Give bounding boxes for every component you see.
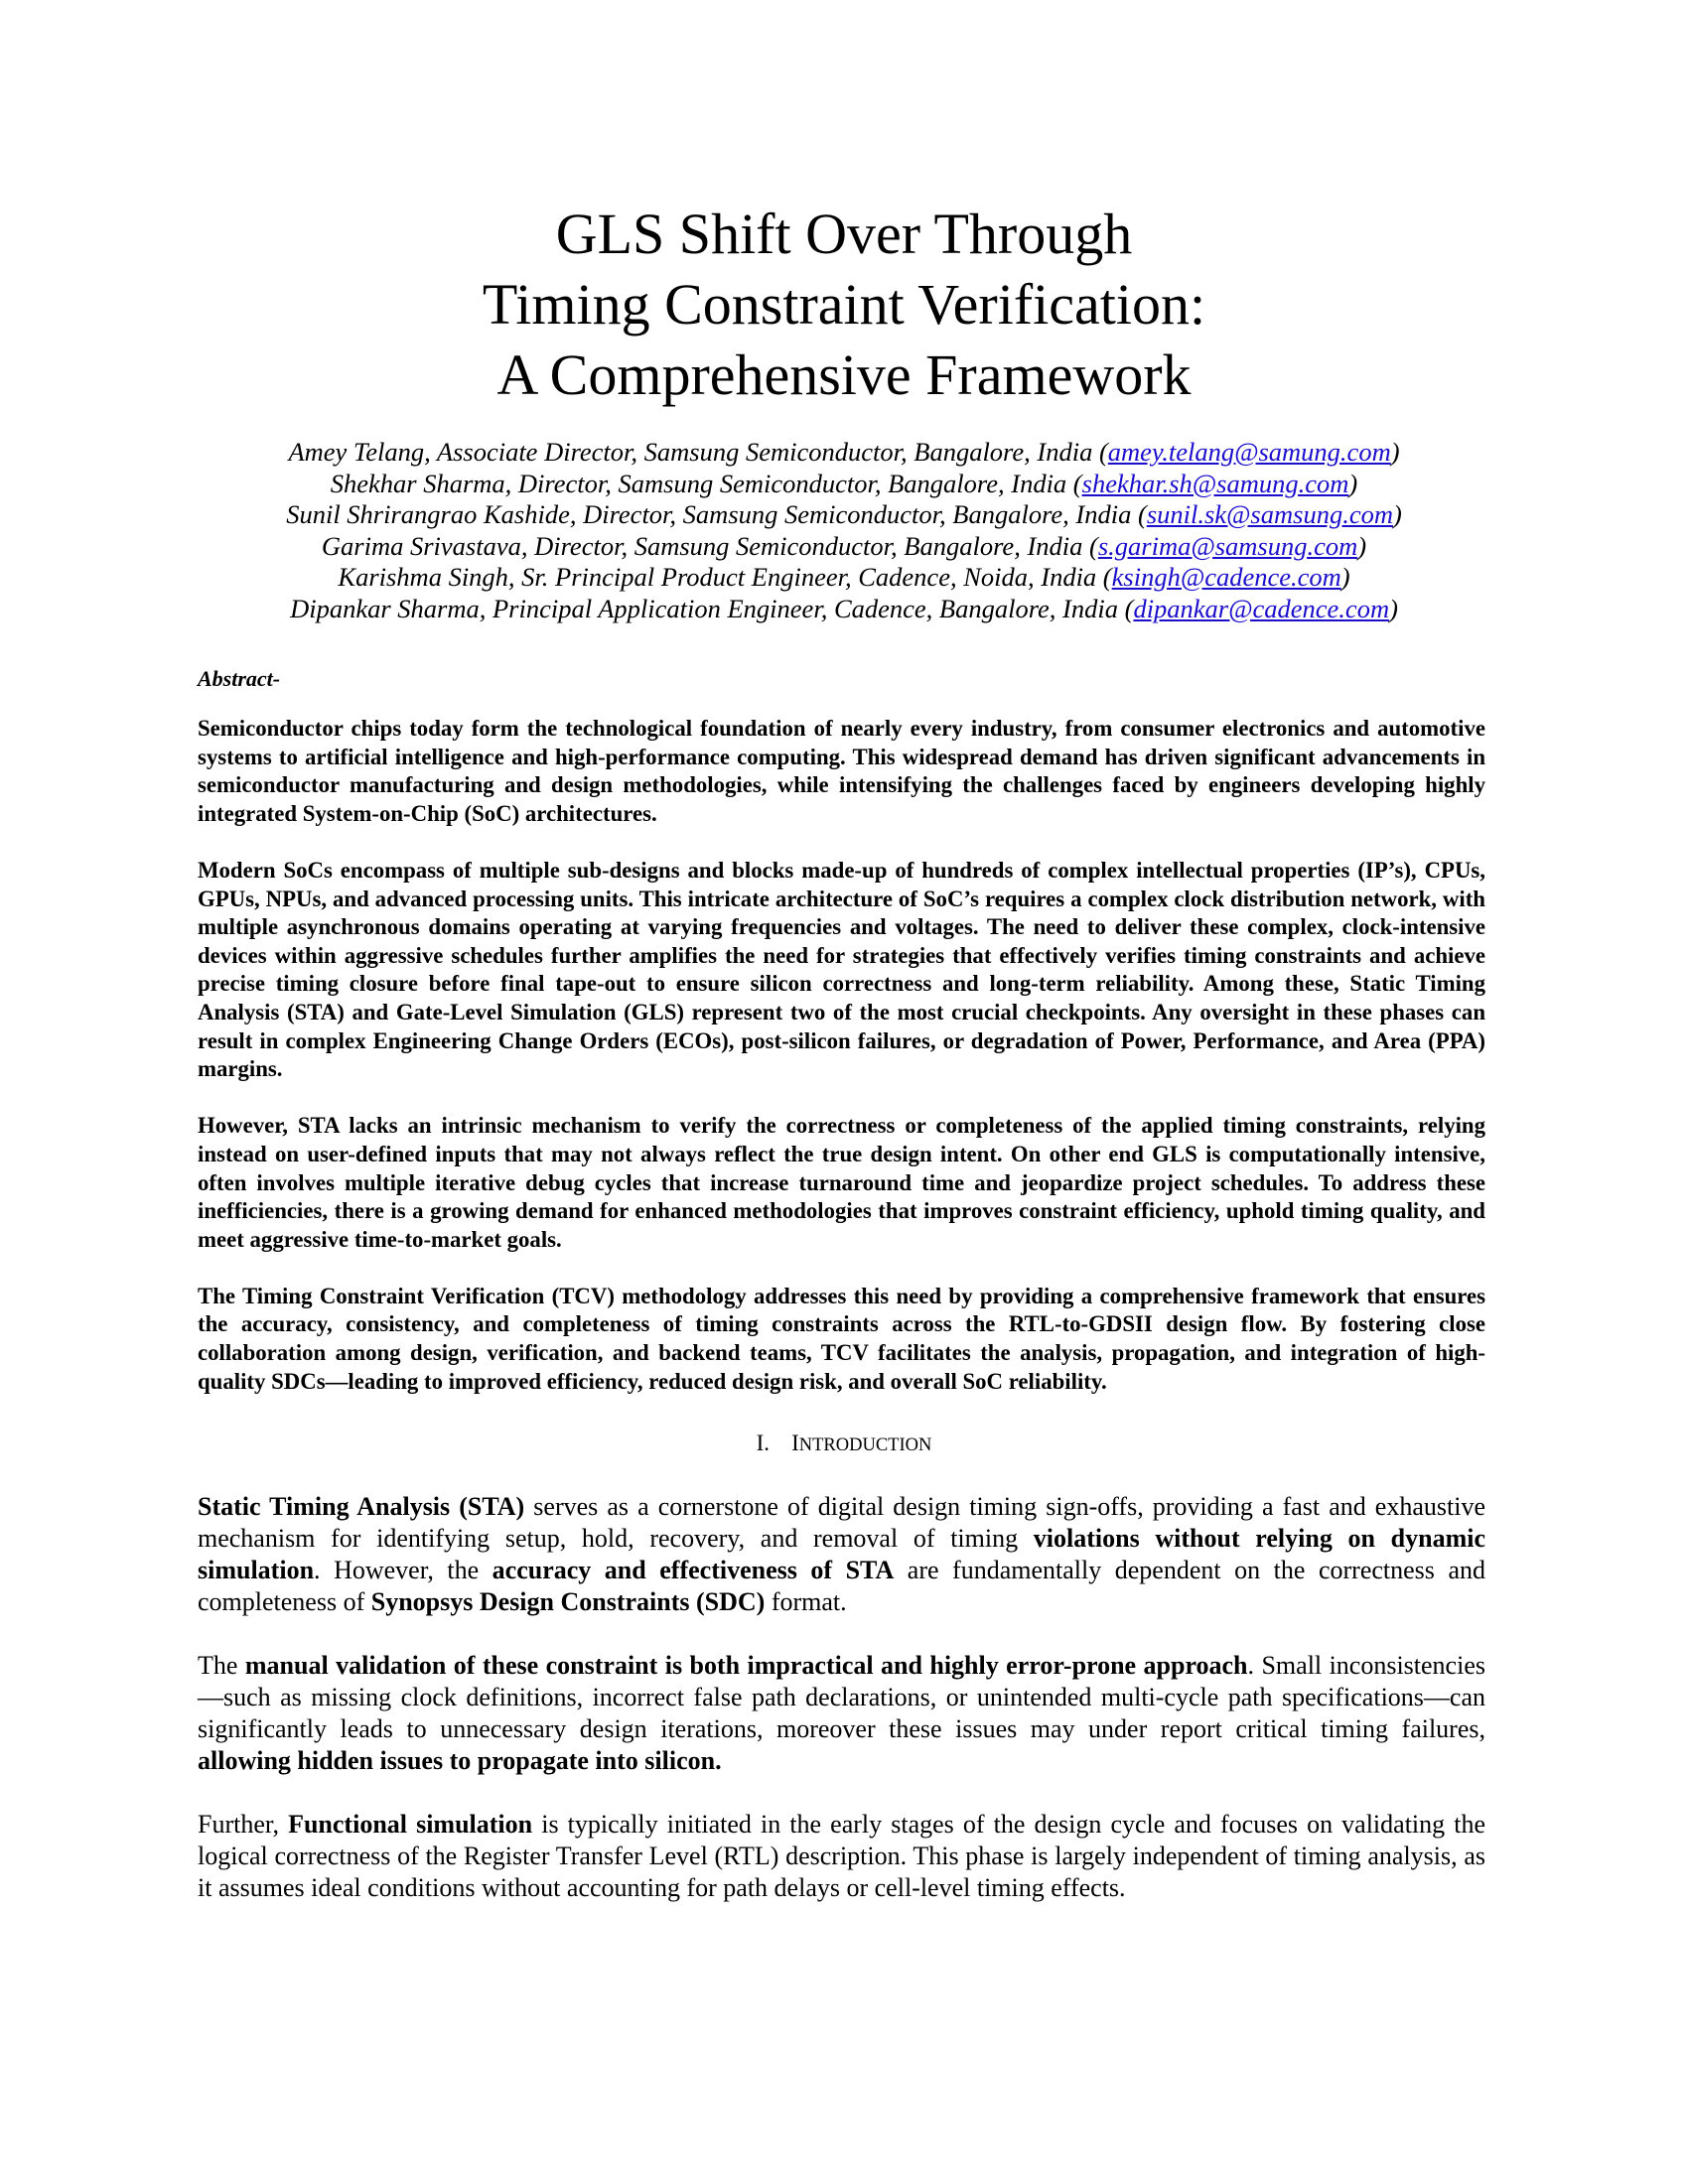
intro-paragraph: The manual validation of these constraint is both impractical and highly error-prone approach. Small inconsistencies—such as missing clock definitions, incorrect false path declarations, or unintended multi-cycle path specifications—can significantly leads to unnecessary design iterations, moreover these issues may under report critical timing failures, allowing hidden issues to propagate into silicon. [198,1651,1485,1775]
abstract-paragraph: Semiconductor chips today form the technological foundation of nearly every industry, from consumer electronics and automotive systems to artificial intelligence and high-performance computing. This widespread demand has driven significant advancements in semiconductor manufacturing and design methodologies, while intensifying the challenges faced by engineers developing highly integrated System-on-Chip (SoC) architectures. [198,716,1485,826]
section-heading-initial: I [791,1431,799,1455]
abstract-body [198,715,1485,1425]
paper-title [0,199,1688,410]
section-heading-rest: NTRODUCTION [798,1435,932,1455]
abstract-paragraph: Modern SoCs encompass of multiple sub-designs and blocks made-up of hundreds of complex intellectual properties (IP’s), CPUs, GPUs, NPUs, and advanced processing units. This intricate architecture of SoC’s requires a complex clock distribution network, with multiple asynchronous domains operating at varying frequencies and voltages. The need to deliver these complex, clock-intensive devices within aggressive schedules further amplifies the need for strategies that effectively verifies timing constraints and achieve precise timing closure before final tape-out to ensure silicon correctness and long-term reliability. Among these, Static Timing Analysis (STA) and Gate-Level Simulation (GLS) represent two of the most crucial checkpoints. Any oversight in these phases can result in complex Engineering Change Orders (ECOs), post-silicon failures, or degradation of Power, Performance, and Area (PPA) margins. [198,857,1485,1082]
intro-paragraph: Static Timing Analysis (STA) serves as a cornerstone of digital design timing sign-offs, providing a fast and exhaustive mechanism for identifying setup, hold, recovery, and removal of timing violations without relying on dynamic simulation. However, the accuracy and effectiveness of STA are fundamentally dependent on the correctness and completeness of Synopsys Design Constraints (SDC) format. [198,1492,1485,1616]
author-line: Amey Telang, Associate Director, Samsung Semiconductor, Bangalore, India (amey.telang@samung.com) [288,437,1400,467]
title-line-1: GLS Shift Over Through [555,202,1133,266]
author-email-link[interactable]: dipankar@cadence.com [1133,593,1390,623]
author-line: Garima Srivastava, Director, Samsung Semiconductor, Bangalore, India (s.garima@samsung.com) [321,530,1367,561]
author-line: Shekhar Sharma, Director, Samsung Semiconductor, Bangalore, India (shekhar.sh@samung.com) [330,468,1358,498]
author-email-link[interactable]: ksingh@cadence.com [1111,562,1341,592]
intro-paragraph: Further, Functional simulation is typically initiated in the early stages of the design cycle and focuses on validating the logical correctness of the Register Transfer Level (RTL) description. This phase is largely independent of timing analysis, as it assumes ideal conditions without accounting for path delays or cell-level timing effects. [198,1810,1486,1902]
author-email-link[interactable]: s.garima@samsung.com [1097,530,1358,561]
author-email-link[interactable]: amey.telang@samung.com [1107,437,1391,467]
author-line: Dipankar Sharma, Principal Application Engineer, Cadence, Bangalore, India (dipankar@cadence.com) [290,593,1398,623]
author-line: Karishma Singh, Sr. Principal Product Engineer, Cadence, Noida, India (ksingh@cadence.com) [338,562,1350,592]
section-heading-introduction [0,1431,1688,1456]
title-line-2: Timing Constraint Verification: [482,272,1206,337]
abstract-paragraph: The Timing Constraint Verification (TCV) methodology addresses this need by providing a comprehensive framework that ensures the accuracy, consistency, and completeness of timing constraints across the RTL-to-GDSII design flow. By fostering close collaboration among design, verification, and backend teams, TCV facilitates the analysis, propagation, and integration of high-quality SDCs—leading to improved efficiency, reduced design risk, and overall SoC reliability. [198,1283,1485,1394]
author-line: Sunil Shrirangrao Kashide, Director, Samsung Semiconductor, Bangalore, India (sunil.sk@samsung.com) [286,499,1402,529]
section-number: I. [756,1431,771,1455]
author-list [0,437,1688,624]
abstract-paragraph: However, STA lacks an intrinsic mechanism to verify the correctness or completeness of the applied timing constraints, relying instead on user-defined inputs that may not always reflect the true design intent. On other end GLS is computationally intensive, often involves multiple iterative debug cycles that increase turnaround time and jeopardize project schedules. To address these inefficiencies, there is a growing demand for enhanced methodologies that improves constraint efficiency, uphold timing quality, and meet aggressive time-to-market goals. [198,1113,1485,1252]
title-line-3: A Comprehensive Framework [496,342,1192,407]
author-email-link[interactable]: shekhar.sh@samung.com [1081,468,1349,498]
author-email-link[interactable]: sunil.sk@samsung.com [1146,499,1393,529]
introduction-body [198,1491,1485,1936]
abstract-label: Abstract- [198,666,281,691]
